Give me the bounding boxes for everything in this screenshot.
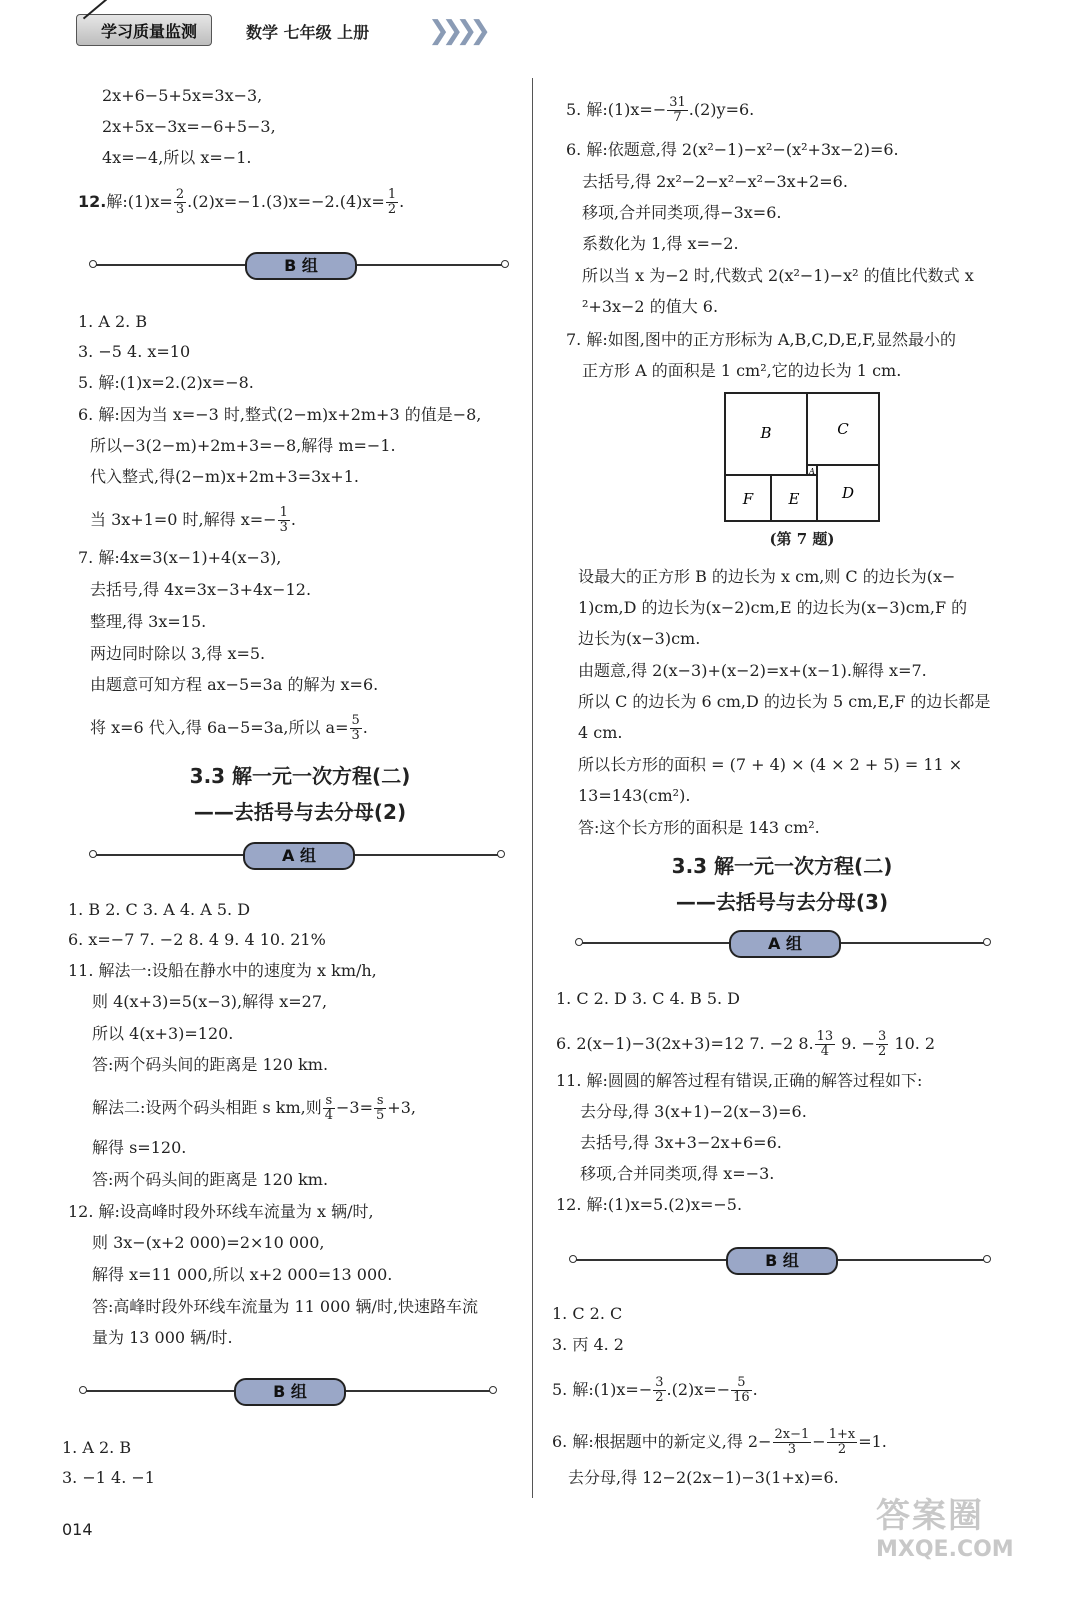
text-line: 答:两个码头间的距离是 120 km.: [92, 1170, 329, 1189]
label-c: C: [837, 420, 849, 438]
numerator: 1: [387, 187, 397, 202]
label-a: A: [809, 467, 815, 476]
fraction: [731, 1376, 752, 1405]
figure-caption: (第 7 题): [769, 530, 835, 548]
text: 5. 解:(1)x=−: [552, 1380, 653, 1399]
text-line: 移项,合并同类项,得−3x=6.: [582, 203, 782, 222]
text: 解:(1)x=: [106, 192, 173, 211]
text-line: 去括号,得 3x+3−2x+6=6.: [580, 1133, 782, 1152]
text-line: 则 4(x+3)=5(x−3),解得 x=27,: [92, 992, 328, 1011]
text-line: 移项,合并同类项,得 x=−3.: [580, 1164, 775, 1183]
numerator: 5: [351, 713, 360, 728]
divider-dot: [489, 1386, 497, 1394]
text: +3,: [387, 1098, 416, 1117]
fraction: [174, 188, 186, 217]
text: .(2)x=−: [666, 1380, 731, 1399]
numerator: 31: [669, 95, 686, 110]
divider-dot: [569, 1255, 577, 1263]
denominator: 4: [820, 1044, 830, 1059]
watermark-logo: 答案圈: [876, 1496, 984, 1536]
text-line: 边长为(x−3)cm.: [578, 629, 701, 648]
text-line: 量为 13 000 辆/时.: [92, 1328, 233, 1347]
text-line: 去括号,得 4x=3x−3+4x−12.: [90, 580, 312, 599]
text-line: 去括号,得 2x²−2−x²−x²−3x+2=6.: [582, 172, 848, 191]
text-line: ²+3x−2 的值大 6.: [582, 297, 719, 316]
denominator: 16: [733, 1390, 750, 1405]
text-line: 所以 C 的边长为 6 cm,D 的边长为 5 cm,E,F 的边长都是: [578, 692, 991, 711]
header-brand-box: [76, 14, 212, 46]
fraction: [386, 188, 398, 217]
fraction: [323, 1094, 335, 1123]
fraction: [667, 96, 688, 125]
fraction: [350, 714, 362, 743]
numerator: 13: [816, 1029, 834, 1044]
text-line: 所以长方形的面积 = (7 + 4) × (4 × 2 + 5) = 11 ×: [578, 755, 963, 774]
fraction: [815, 1030, 836, 1059]
label-f: F: [742, 490, 754, 508]
group-divider: [92, 250, 506, 280]
text-line: 则 3x−(x+2 000)=2×10 000,: [92, 1233, 325, 1252]
text-line: 3. −5 4. x=10: [78, 342, 191, 361]
text-line: 12. 解:(1)x=5.(2)x=−5.: [556, 1195, 743, 1214]
text-line: 去分母,得 3(x+1)−2(x−3)=6.: [580, 1102, 807, 1121]
denominator: 3: [351, 728, 360, 743]
numerator: 3: [878, 1029, 887, 1044]
group-label: A 组: [729, 930, 841, 958]
fraction: [773, 1428, 812, 1457]
divider-dot: [89, 850, 97, 858]
text: .: [290, 510, 296, 529]
text-line: 整理,得 3x=15.: [90, 612, 207, 631]
denominator: 2: [878, 1044, 887, 1059]
text: 6. 2(x−1)−3(2x+3)=12 7. −2 8.: [556, 1034, 814, 1053]
text-line: 1. B 2. C 3. A 4. A 5. D: [68, 900, 251, 919]
text-line: 13=143(cm²).: [578, 786, 691, 805]
answer-12: [78, 188, 404, 217]
denominator: 3: [279, 520, 288, 535]
text-line: [556, 1030, 935, 1059]
group-label: A 组: [243, 842, 355, 870]
numerator: s: [323, 1094, 335, 1109]
divider-dot: [501, 260, 509, 268]
squares-figure: [724, 392, 880, 522]
label-b: B: [760, 424, 772, 442]
denominator: 4: [324, 1108, 334, 1123]
text: 5. 解:(1)x=−: [566, 100, 667, 119]
section-subtitle: ——去括号与去分母(3): [675, 890, 889, 914]
text: 10. 2: [889, 1034, 936, 1053]
text-line: 5. 解:(1)x=2.(2)x=−8.: [78, 373, 254, 392]
header-brand: 学习质量监测: [101, 21, 198, 41]
text-line: 由题意可知方程 ax−5=3a 的解为 x=6.: [90, 675, 379, 694]
denominator: 5: [376, 1108, 385, 1123]
text-line: [552, 1428, 887, 1457]
text-line: 3. 丙 4. 2: [552, 1335, 624, 1354]
divider-dot: [79, 1386, 87, 1394]
group-label: B 组: [245, 252, 357, 280]
divider-dot: [575, 938, 583, 946]
text: .(2)x=−1.(3)x=−2.(4)x=: [187, 192, 385, 211]
text: 将 x=6 代入,得 6a−5=3a,所以 a=: [90, 718, 349, 737]
text-line: [92, 1094, 416, 1123]
column-separator: [532, 78, 533, 1498]
text-line: 1. C 2. D 3. C 4. B 5. D: [556, 989, 740, 1008]
text: −: [812, 1432, 826, 1451]
text-line: 1)cm,D 的边长为(x−2)cm,E 的边长为(x−3)cm,F 的: [578, 598, 968, 617]
chevrons-icon: ❯❯❯❯: [428, 16, 484, 46]
fraction: [653, 1376, 665, 1405]
section-title: 3.3 解一元一次方程(二): [671, 854, 893, 878]
page-header: [76, 14, 506, 48]
text-line: 1. A 2. B: [78, 312, 148, 331]
text-line: 2x+6−5+5x=3x−3,: [102, 86, 263, 105]
fraction: [876, 1030, 888, 1059]
text-line: 7. 解:如图,图中的正方形标为 A,B,C,D,E,F,显然最小的: [566, 330, 956, 349]
text-line: 3. −1 4. −1: [62, 1468, 155, 1487]
text: .: [399, 192, 405, 211]
text: =1.: [858, 1432, 887, 1451]
group-divider: [578, 928, 988, 958]
section-subtitle: ——去括号与去分母(2): [193, 800, 407, 824]
watermark: [876, 1488, 1014, 1562]
text-line: 12. 解:设高峰时段外环线车流量为 x 辆/时,: [68, 1202, 374, 1221]
text-line: 2x+5x−3x=−6+5−3,: [102, 117, 276, 136]
text-line: 1. A 2. B: [62, 1438, 132, 1457]
numerator: 5: [731, 1376, 752, 1391]
text: 解法二:设两个码头相距 s km,则: [92, 1098, 322, 1117]
text: .: [752, 1380, 758, 1399]
text-line: 答:这个长方形的面积是 143 cm².: [578, 818, 820, 837]
numerator: 1+x: [828, 1427, 856, 1442]
text-line: 4x=−4,所以 x=−1.: [102, 148, 252, 167]
fraction: [374, 1094, 386, 1123]
page-number: 014: [62, 1520, 93, 1539]
text-line: 11. 解:圆圆的解答过程有错误,正确的解答过程如下:: [556, 1071, 923, 1090]
divider-dot: [983, 938, 991, 946]
divider-dot: [89, 260, 97, 268]
text-line: 6. 解:依题意,得 2(x²−1)−x²−(x²+3x−2)=6.: [566, 140, 899, 159]
text-line: 6. 解:因为当 x=−3 时,整式(2−m)x+2m+3 的值是−8,: [78, 405, 482, 424]
numerator: 2: [175, 187, 185, 202]
text-line: 所以 4(x+3)=120.: [92, 1024, 234, 1043]
group-divider: [82, 1376, 494, 1406]
group-label: B 组: [726, 1247, 838, 1275]
divider-dot: [497, 850, 505, 858]
text-line: 答:两个码头间的距离是 120 km.: [92, 1055, 329, 1074]
text-line: 1. C 2. C: [552, 1304, 623, 1323]
text-line: 正方形 A 的面积是 1 cm²,它的边长为 1 cm.: [582, 361, 902, 380]
numerator: s: [374, 1094, 386, 1109]
text-line: [90, 714, 368, 743]
text: .: [362, 718, 368, 737]
text: −3=: [336, 1098, 374, 1117]
text-line: [566, 96, 754, 125]
fraction: [827, 1428, 858, 1457]
text-line: 由题意,得 2(x−3)+(x−2)=x+(x−1).解得 x=7.: [578, 661, 927, 680]
denominator: 3: [787, 1442, 797, 1457]
denominator: 2: [837, 1442, 847, 1457]
text-line: 设最大的正方形 B 的边长为 x cm,则 C 的边长为(x−: [578, 567, 956, 586]
text: 9. −: [836, 1034, 876, 1053]
text-line: 7. 解:4x=3(x−1)+4(x−3),: [78, 548, 282, 567]
section-title: 3.3 解一元一次方程(二): [189, 764, 411, 788]
text-line: 所以−3(2−m)+2m+3=−8,解得 m=−1.: [90, 436, 396, 455]
text-line: [552, 1376, 758, 1405]
denominator: 2: [655, 1390, 664, 1405]
text-line: 11. 解法一:设船在静水中的速度为 x km/h,: [68, 961, 377, 980]
text-line: 代入整式,得(2−m)x+2m+3=3x+1.: [90, 467, 359, 486]
text-line: 解得 s=120.: [92, 1138, 187, 1157]
watermark-text: MXQE.COM: [876, 1537, 1014, 1562]
question-number: 12.: [78, 192, 107, 211]
denominator: 7: [673, 110, 682, 125]
denominator: 3: [175, 202, 185, 217]
divider-dot: [983, 1255, 991, 1263]
group-label: B 组: [234, 1378, 346, 1406]
label-d: D: [841, 484, 855, 502]
group-divider: [572, 1245, 988, 1275]
text-line: [90, 506, 296, 535]
group-divider: [92, 840, 502, 870]
numerator: 1: [279, 505, 288, 520]
text-line: 两边同时除以 3,得 x=5.: [90, 644, 266, 663]
text-line: 6. x=−7 7. −2 8. 4 9. 4 10. 21%: [68, 930, 326, 949]
text-line: 去分母,得 12−2(2x−1)−3(1+x)=6.: [568, 1468, 839, 1487]
numerator: 3: [655, 1375, 664, 1390]
text: 6. 解:根据题中的新定义,得 2−: [552, 1432, 772, 1451]
text-line: 系数化为 1,得 x=−2.: [582, 234, 739, 253]
text: .(2)y=6.: [688, 100, 755, 119]
text-line: 所以当 x 为−2 时,代数式 2(x²−1)−x² 的值比代数式 x: [582, 266, 974, 285]
text: 当 3x+1=0 时,解得 x=−: [90, 510, 277, 529]
denominator: 2: [387, 202, 397, 217]
text-line: 解得 x=11 000,所以 x+2 000=13 000.: [92, 1265, 393, 1284]
header-subject: 数学 七年级 上册: [246, 23, 370, 42]
numerator: 2x−1: [774, 1427, 810, 1442]
fraction: [278, 506, 290, 535]
text-line: 答:高峰时段外环线车流量为 11 000 辆/时,快速路车流: [92, 1297, 479, 1316]
label-e: E: [788, 490, 800, 508]
text-line: 4 cm.: [578, 723, 623, 742]
